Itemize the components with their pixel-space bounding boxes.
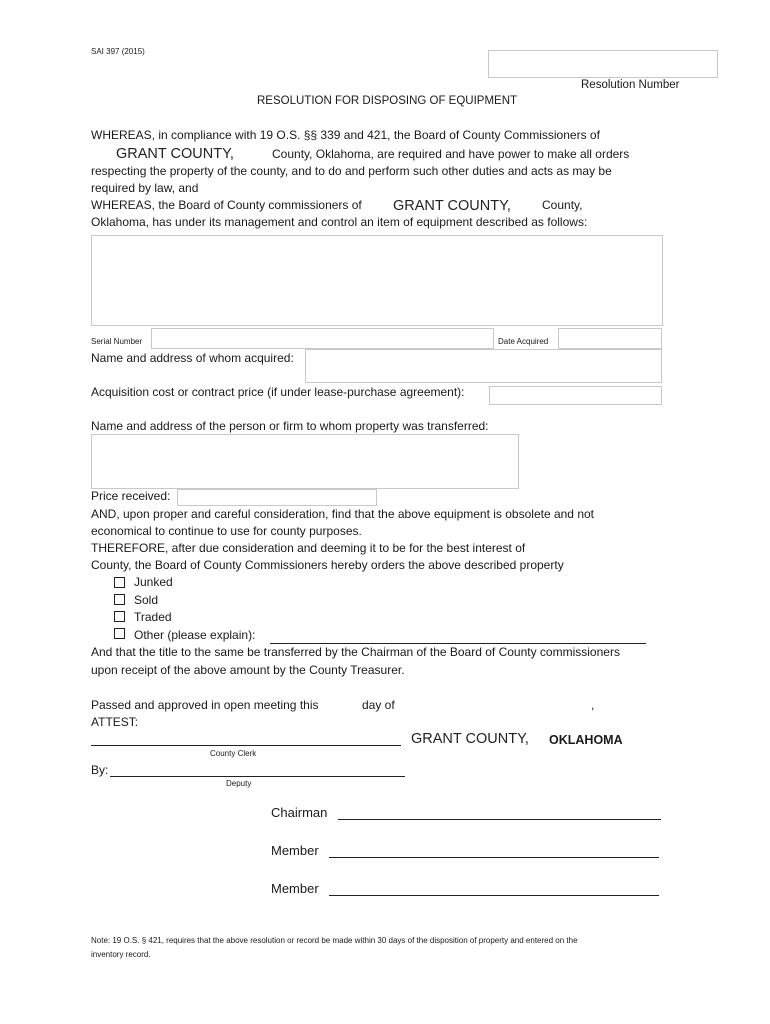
county-clerk-label: County Clerk: [210, 749, 257, 758]
resolution-number-label: Resolution Number: [581, 79, 680, 91]
note-line2: inventory record.: [91, 950, 151, 959]
member-label-1: Member: [271, 843, 319, 858]
price-received-field[interactable]: [177, 489, 377, 506]
para1-line4: required by law, and: [91, 181, 199, 195]
para1-line3: respecting the property of the county, and to do and perform such other duties and acts as may be: [91, 164, 612, 178]
date-acquired-field[interactable]: [558, 328, 662, 349]
acquisition-cost-field[interactable]: [489, 386, 662, 405]
price-received-label: Price received:: [91, 489, 171, 503]
member-signature-line-1[interactable]: [329, 844, 659, 858]
para1-line2: County, Oklahoma, are required and have power to make all orders: [272, 147, 630, 161]
member-signature-line-2[interactable]: [329, 882, 659, 896]
county-clerk-signature-line[interactable]: [91, 733, 401, 746]
acquired-from-label: Name and address of whom acquired:: [91, 351, 294, 365]
sold-label: Sold: [134, 593, 159, 607]
para2-line1a: WHEREAS, the Board of County commissioners of: [91, 198, 362, 212]
transferee-field[interactable]: [91, 434, 519, 489]
note-line1: Note: 19 O.S. § 421, requires that the above resolution or record be made within 30 days of the disposition of property and entered on the: [91, 936, 578, 945]
para4-line2: County, the Board of County Commissioners hereby orders the above described property: [91, 558, 564, 572]
junked-label: Junked: [134, 575, 173, 589]
para5-line1: And that the title to the same be transferred by the Chairman of the Board of County commissioners: [91, 645, 620, 659]
comma: ,: [591, 698, 595, 712]
other-checkbox[interactable]: [114, 628, 125, 639]
chairman-signature-line[interactable]: [338, 806, 661, 820]
deputy-label: Deputy: [226, 779, 252, 788]
county-field-2[interactable]: GRANT COUNTY,: [393, 198, 511, 214]
para1-line1: WHEREAS, in compliance with 19 O.S. §§ 339 and 421, the Board of County Commissioners of: [91, 128, 600, 142]
traded-label: Traded: [134, 610, 172, 624]
other-label: Other (please explain):: [134, 628, 256, 642]
passed-label: Passed and approved in open meeting this: [91, 698, 319, 712]
chairman-label: Chairman: [271, 805, 328, 820]
state-field[interactable]: OKLAHOMA: [549, 733, 623, 747]
resolution-number-field[interactable]: [488, 50, 718, 78]
para5-line2: upon receipt of the above amount by the County Treasurer.: [91, 663, 405, 677]
other-explain-line[interactable]: [270, 630, 646, 644]
form-code: SAI 397 (2015): [91, 47, 145, 56]
serial-number-label: Serial Number: [91, 337, 143, 346]
para3-line1: AND, upon proper and careful consideration, find that the above equipment is obsolete and not: [91, 507, 594, 521]
sold-checkbox[interactable]: [114, 594, 125, 605]
junked-checkbox[interactable]: [114, 577, 125, 588]
acquisition-cost-label: Acquisition cost or contract price (if under lease-purchase agreement):: [91, 385, 465, 399]
by-label: By:: [91, 763, 109, 777]
equipment-description-field[interactable]: [91, 235, 663, 326]
county-field-3[interactable]: GRANT COUNTY,: [411, 731, 529, 747]
transferee-label: Name and address of the person or firm to whom property was transferred:: [91, 419, 489, 433]
day-of-label: day of: [362, 698, 395, 712]
para2-line1b: County,: [542, 198, 583, 212]
para4-line1: THEREFORE, after due consideration and deeming it to be for the best interest of: [91, 541, 526, 555]
deputy-signature-line[interactable]: [110, 763, 405, 777]
acquired-from-field[interactable]: [305, 349, 662, 383]
traded-checkbox[interactable]: [114, 611, 125, 622]
document-title: RESOLUTION FOR DISPOSING OF EQUIPMENT: [257, 95, 518, 107]
para2-line2: Oklahoma, has under its management and control an item of equipment described as follows:: [91, 215, 588, 229]
attest-label: ATTEST:: [91, 715, 139, 729]
serial-number-field[interactable]: [151, 328, 494, 349]
county-field-1[interactable]: GRANT COUNTY,: [116, 146, 234, 162]
para3-line2: economical to continue to use for county purposes.: [91, 524, 362, 538]
member-label-2: Member: [271, 881, 319, 896]
date-acquired-label: Date Acquired: [498, 337, 549, 346]
